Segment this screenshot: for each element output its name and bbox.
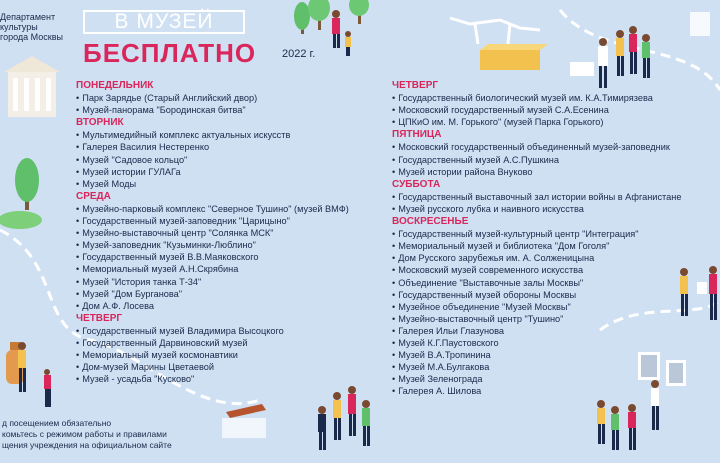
museum-list-item: • Государственный музей-заповедник "Царицыно"	[76, 215, 376, 227]
museum-list-item: • Объединение "Выставочные залы Москвы"	[392, 277, 720, 289]
day-heading: ВТОРНИК	[76, 117, 124, 129]
footnote-line: щения учреждения на официальном сайте	[2, 440, 172, 450]
footnote-line: д посещением обязательно	[2, 418, 112, 428]
day-heading: СРЕДА	[76, 190, 111, 202]
museum-list-item: • Музей "Дом Бурганова"	[76, 288, 376, 300]
department-line: города Москвы	[0, 32, 63, 42]
page-title: БЕСПЛАТНО	[83, 38, 257, 68]
day-heading: ПЯТНИЦА	[392, 129, 442, 141]
display-case-icon	[570, 62, 594, 76]
museum-list-item: • Музей истории ГУЛАГа	[76, 166, 376, 178]
person-icon	[318, 406, 326, 450]
museum-list-item: • Дом Русского зарубежья им. А. Солженицына	[392, 252, 720, 264]
person-icon	[628, 404, 636, 450]
day-heading: ЧЕТВЕРГ	[392, 80, 439, 91]
museum-list-item: • Мемориальный музей космонавтики	[76, 349, 376, 361]
museum-list-item: • Музейно-выставочный центр "Солянка МСК"	[76, 227, 376, 239]
museum-list-item: • Государственный музей А.С.Пушкина	[392, 154, 720, 166]
person-icon	[362, 400, 370, 446]
tree-icon	[349, 0, 369, 24]
museum-list-item: • Музей-заповедник "Кузьминки-Люблино"	[76, 239, 376, 251]
museum-list-item: • Дом А.Ф. Лосева	[76, 300, 376, 312]
museum-list-item: • Государственный музей Владимира Высоцкого	[76, 325, 376, 337]
museum-list-item: • Мультимедийный комплекс актуальных искусств	[76, 129, 376, 141]
tree-icon	[15, 158, 39, 210]
person-icon	[611, 406, 619, 450]
museum-list-item: • Музей русского лубка и наивного искусства	[392, 203, 720, 215]
museum-list-item: • Парк Зарядье (Старый Английский двор)	[76, 92, 376, 104]
right-logo-icon	[690, 12, 710, 36]
department-line: Департамент	[0, 12, 56, 22]
museum-list-item: • Музей К.Г.Паустовского	[392, 337, 720, 349]
year-label: 2022 г.	[282, 48, 316, 60]
person-icon	[629, 26, 637, 74]
left-schedule-column	[76, 79, 376, 385]
museum-list-item: • Музей - усадьба "Кусково"	[76, 373, 376, 385]
person-icon	[642, 34, 650, 78]
right-schedule-column	[392, 79, 720, 397]
person-icon	[616, 30, 624, 76]
museum-list-item: • Музей истории района Внуково	[392, 166, 720, 178]
person-icon	[333, 392, 341, 440]
tree-icon	[308, 0, 330, 30]
tree-icon	[294, 2, 310, 34]
department-logo	[0, 12, 63, 42]
museum-list-item: • Галерея А. Шилова	[392, 385, 720, 397]
museum-list-item: • Галерея Василия Нестеренко	[76, 141, 376, 153]
day-heading: ПОНЕДЕЛЬНИК	[76, 80, 154, 91]
museum-list-item: • Музей "Садовое кольцо"	[76, 154, 376, 166]
department-line: культуры	[0, 22, 38, 32]
person-icon	[597, 400, 605, 444]
person-icon	[44, 369, 51, 407]
museum-list-item: • Музей В.А.Тропинина	[392, 349, 720, 361]
footnote-line: комьтесь с режимом работы и правилами	[2, 429, 167, 439]
museum-list-item: • Московский государственный объединенный музей-заповедник	[392, 141, 720, 153]
museum-list-item: • Музей М.А.Булгакова	[392, 361, 720, 373]
museum-list-item: • Московский музей современного искусства	[392, 264, 720, 276]
title-top: В МУЗЕЙ	[83, 10, 245, 34]
person-icon	[332, 10, 340, 48]
museum-list-item: • ЦПКиО им. М. Горького" (музей Парка Горького)	[392, 116, 720, 128]
museum-list-item: • Московский государственный музей С.А.Есенина	[392, 104, 720, 116]
museum-list-item: • Государственный музей обороны Москвы	[392, 289, 720, 301]
museum-list-item: • Музейно-выставочный центр "Тушино"	[392, 313, 720, 325]
museum-list-item: • Музей Моды	[76, 178, 376, 190]
person-icon	[345, 31, 351, 56]
museum-list-item: • Государственный биологический музей им. К.А.Тимирязева	[392, 92, 720, 104]
museum-list-item: • Мемориальный музей А.Н.Скрябина	[76, 263, 376, 275]
museum-building-icon	[4, 56, 60, 117]
museum-list-item: • Мемориальный музей и библиотека "Дом Гоголя"	[392, 240, 720, 252]
footnote	[2, 418, 172, 451]
museum-list-item: • Музейное объединение "Музей Москвы"	[392, 301, 720, 313]
dinosaur-skeleton-icon	[450, 18, 548, 70]
day-heading: СУББОТА	[392, 178, 441, 190]
museum-list-item: • Государственный выставочный зал истории войны в Афганистане	[392, 191, 720, 203]
museum-list-item: • Музей Зеленограда	[392, 373, 720, 385]
museum-list-item: • Государственный Дарвиновский музей	[76, 337, 376, 349]
museum-list-item: • Музей "История танка Т-34"	[76, 276, 376, 288]
boat-exhibit-icon	[222, 404, 266, 438]
museum-list-item: • Галерея Ильи Глазунова	[392, 325, 720, 337]
museum-list-item: • Государственный музей-культурный центр "Интеграция"	[392, 228, 720, 240]
museum-list-item: • Музей-панорама "Бородинская битва"	[76, 104, 376, 116]
day-heading: ЧЕТВЕРГ	[76, 312, 123, 324]
person-icon	[348, 386, 356, 436]
museum-list-item: • Музейно-парковый комплекс "Северное Тушино" (музей ВМФ)	[76, 203, 376, 215]
day-heading: ВОСКРЕСЕНЬЕ	[392, 216, 469, 228]
museum-list-item: • Дом-музей Марины Цветаевой	[76, 361, 376, 373]
museum-list-item: • Государственный музей В.В.Маяковского	[76, 251, 376, 263]
